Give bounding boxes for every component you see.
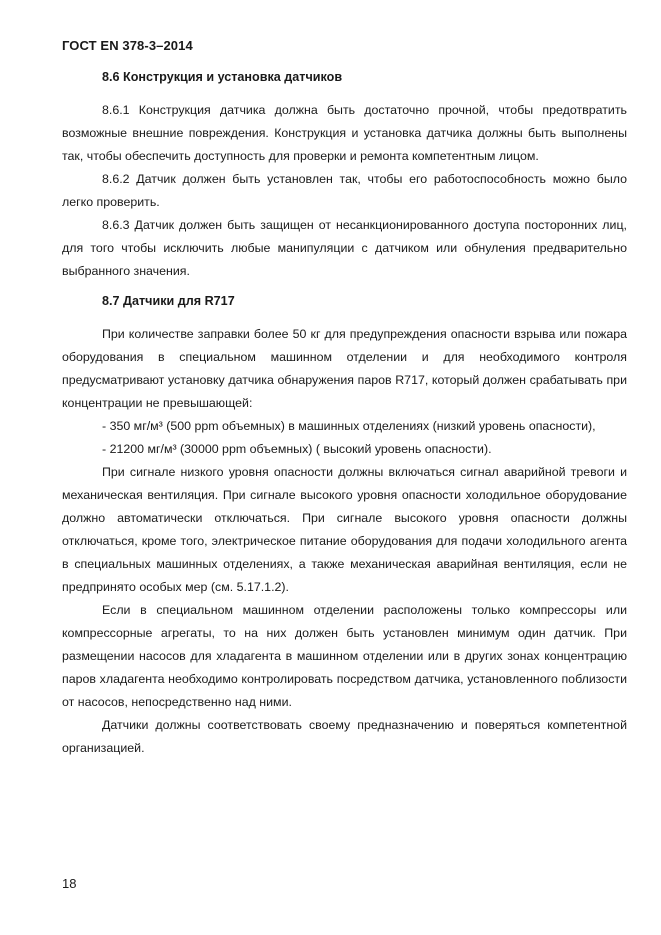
section-heading-8-6: 8.6 Конструкция и установка датчиков xyxy=(102,70,343,84)
paragraph-8-6-1: 8.6.1 Конструкция датчика должна быть достаточно прочной, чтобы предотвратить возможные внешние повреждения. Конструкция и установка датчика должны быть выполнены так, чтобы обеспечить доступность для проверки и ремонта компетентным лицом. xyxy=(62,103,627,163)
paragraph-8-7-compressors: Если в специальном машинном отделении расположены только компрессоры или компрессорные агрегаты, то на них должен быть установлен минимум один датчик. При размещении насосов для хладагента в машинном отделении или в других зонах концентрацию паров хладагента необходимо контролировать посредством датчика, установленного поблизости от насосов, непосредственно над ними. xyxy=(62,603,627,709)
list-item-high-threshold: - 21200 мг/м³ (30000 ppm объемных) ( высокий уровень опасности). xyxy=(102,442,492,456)
document-body xyxy=(62,66,627,760)
paragraph-8-7-certification: Датчики должны соответствовать своему предназначению и поверяться компетентной организацией. xyxy=(62,718,627,755)
page-number: 18 xyxy=(62,876,77,891)
document-header: ГОСТ EN 378-3–2014 xyxy=(62,38,193,53)
paragraph-8-7-alarms: При сигнале низкого уровня опасности должны включаться сигнал аварийной тревоги и механическая вентиляция. При сигнале высокого уровня опасности холодильное оборудование должно автоматически отключаться. При сигнале высокого уровня опасности должны отключаться, кроме того, электрическое питание оборудования для подачи холодильного агента в специальных машинных отделениях, а также механическая аварийная вентиляция, если не предпринято особых мер (см. 5.17.1.2). xyxy=(62,465,627,594)
paragraph-8-6-3: 8.6.3 Датчик должен быть защищен от несанкционированного доступа посторонних лиц, для того чтобы исключить любые манипуляции с датчиком или обнуления предварительно выбранного значения. xyxy=(62,218,627,278)
list-item-low-threshold: - 350 мг/м³ (500 ppm объемных) в машинных отделениях (низкий уровень опасности), xyxy=(102,419,596,433)
section-heading-8-7: 8.7 Датчики для R717 xyxy=(102,294,235,308)
paragraph-8-6-2: 8.6.2 Датчик должен быть установлен так, чтобы его работоспособность можно было легко проверить. xyxy=(62,172,627,209)
paragraph-8-7-intro: При количестве заправки более 50 кг для предупреждения опасности взрыва или пожара оборудования в специальном машинном отделении и для необходимого контроля предусматривают установку датчика обнаружения паров R717, который должен срабатывать при концентрации не превышающей: xyxy=(62,327,627,410)
